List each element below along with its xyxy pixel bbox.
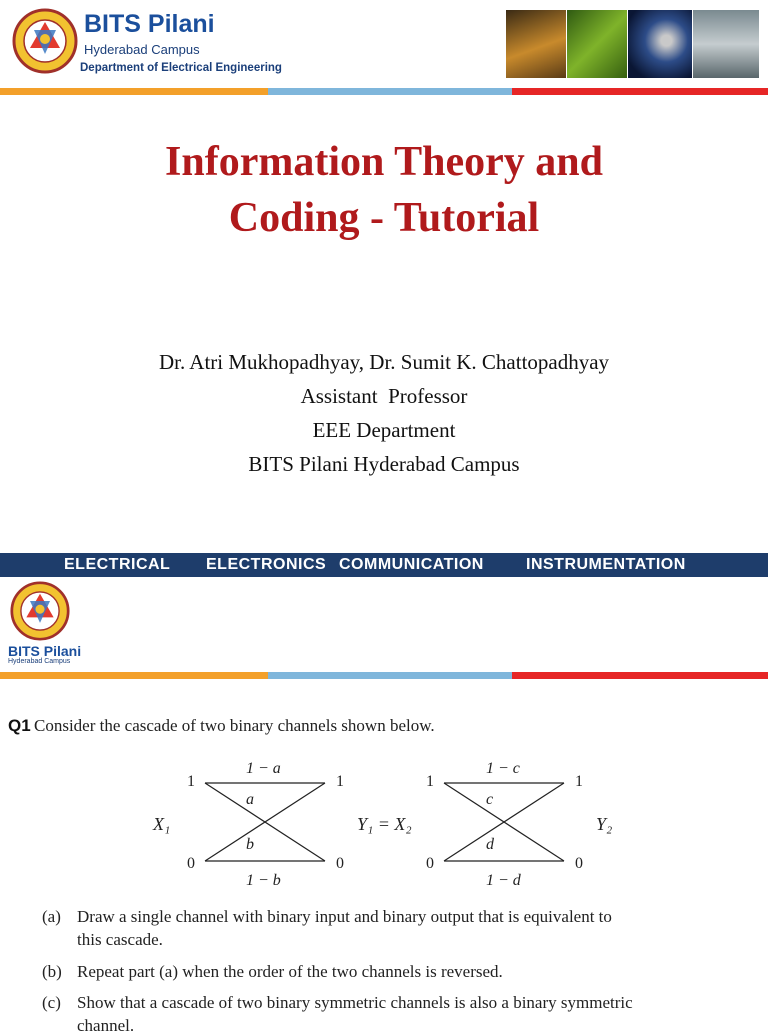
question-slide	[0, 577, 768, 1035]
control-panel-image	[693, 10, 759, 78]
campus-name: Hyderabad Campus	[84, 42, 200, 57]
part-c-line2: channel.	[77, 1016, 135, 1035]
input-x1: X₁	[153, 814, 171, 834]
ch1-top-label: 1 − a	[246, 760, 281, 777]
banner-electrical: ELECTRICAL	[64, 556, 171, 573]
question-label: Q1	[8, 716, 31, 735]
author-position: Assistant Professor	[300, 384, 468, 408]
ch1-cross-a: a	[246, 791, 254, 808]
ch1-bottom-label: 1 − b	[246, 872, 281, 889]
ch2-in-1: 1	[426, 773, 434, 790]
ch2-out-1: 1	[575, 773, 583, 790]
ch2-out-0: 0	[575, 855, 583, 872]
part-a-line2: this cascade.	[77, 930, 163, 949]
slide-title-line1: Information Theory and	[165, 139, 603, 185]
discipline-banner	[0, 553, 768, 577]
part-c-line1: Show that a cascade of two binary symmetric channels is also a binary symmetric	[77, 993, 633, 1012]
ch1-in-0: 0	[187, 855, 195, 872]
brand-name: BITS Pilani	[84, 10, 215, 38]
part-c-label: (c)	[42, 993, 61, 1012]
satellite-image	[628, 10, 692, 78]
banner-electronics: ELECTRONICS	[206, 556, 327, 573]
ch2-bottom-label: 1 − d	[486, 872, 521, 889]
banner-instrumentation: INSTRUMENTATION	[526, 556, 686, 573]
question-text: Consider the cascade of two binary channels shown below.	[34, 716, 435, 735]
slide-title-line2: Coding - Tutorial	[228, 195, 540, 241]
department-name: Department of Electrical Engineering	[80, 62, 282, 74]
author-institute: BITS Pilani Hyderabad Campus	[248, 452, 520, 476]
output-y2: Y₂	[596, 814, 613, 834]
part-b-line1: Repeat part (a) when the order of the two channels is reversed.	[77, 962, 503, 981]
ch1-in-1: 1	[187, 773, 195, 790]
author-department: EEE Department	[312, 418, 456, 442]
stripe-blue-2	[268, 672, 512, 679]
middle-y1-x2: Y₁ = X₂	[357, 814, 412, 834]
bits-emblem-icon	[12, 8, 78, 74]
stripe-red	[512, 88, 768, 95]
stripe-red-2	[512, 672, 768, 679]
ch1-out-0: 0	[336, 855, 344, 872]
stripe-blue	[268, 88, 512, 95]
ch2-top-label: 1 − c	[486, 760, 520, 777]
part-a-line1: Draw a single channel with binary input and binary output that is equivalent to	[77, 907, 612, 926]
part-b-label: (b)	[42, 962, 62, 981]
stripe-orange-2	[0, 672, 268, 679]
ch2-in-0: 0	[426, 855, 434, 872]
campus-name-small: Hyderabad Campus	[8, 658, 71, 665]
author-names: Dr. Atri Mukhopadhyay, Dr. Sumit K. Chattopadhyay	[158, 350, 610, 374]
power-tower-image	[506, 10, 566, 78]
stripe-orange	[0, 88, 268, 95]
ch1-out-1: 1	[336, 773, 344, 790]
brand-name-small: BITS Pilani	[8, 643, 82, 659]
ch1-cross-b: b	[246, 836, 254, 853]
part-a-label: (a)	[42, 907, 61, 926]
circuit-board-image	[567, 10, 627, 78]
ch2-cross-c: c	[486, 791, 494, 808]
ch2-cross-d: d	[486, 836, 494, 853]
banner-communication: COMMUNICATION	[339, 556, 484, 573]
bits-emblem-icon-small	[10, 581, 70, 641]
